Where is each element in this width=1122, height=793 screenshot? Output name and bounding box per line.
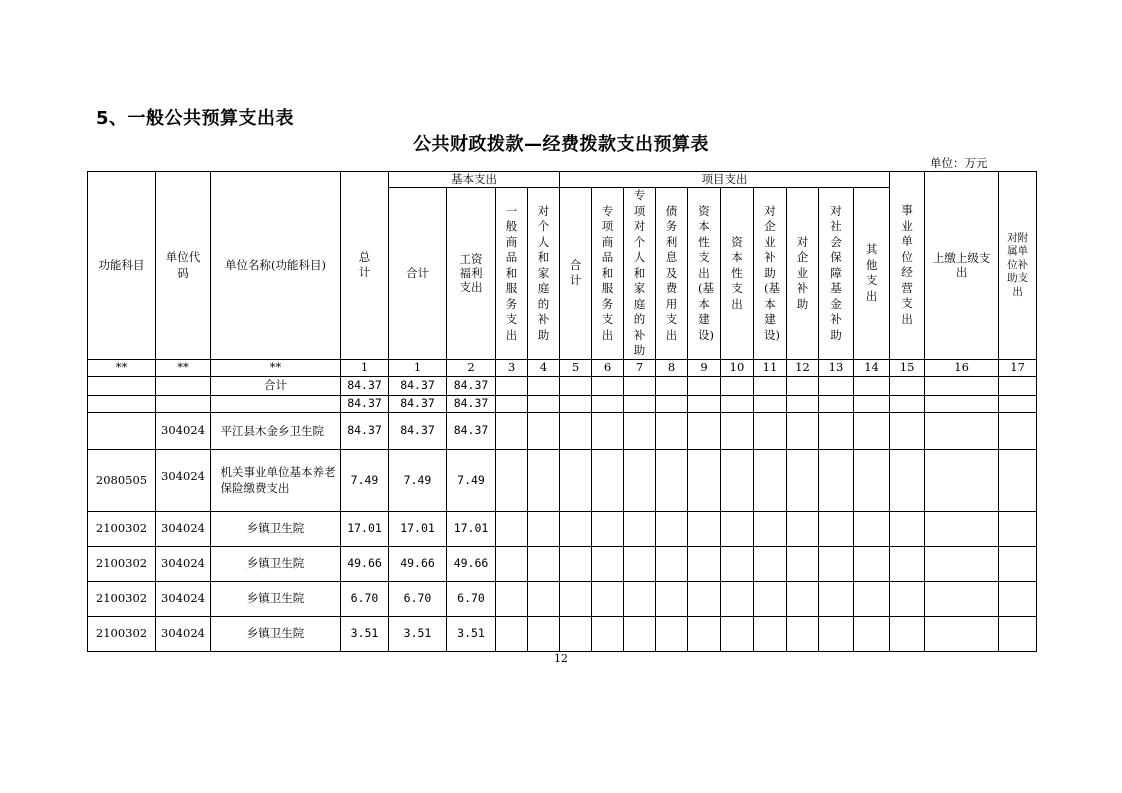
empty-cell <box>592 395 624 412</box>
header-social-security <box>819 188 854 360</box>
table-row <box>88 412 1037 449</box>
empty-cell <box>560 616 592 651</box>
index-row <box>88 359 1037 376</box>
empty-cell <box>999 546 1037 581</box>
header-basic-total: 合计 <box>389 188 447 360</box>
header-personal-subsidy-text: 对个人和家庭的补助 <box>537 203 550 342</box>
basic-total-cell: 49.66 <box>389 546 447 581</box>
empty-cell <box>819 449 854 511</box>
empty-cell <box>890 616 925 651</box>
empty-cell <box>592 511 624 546</box>
empty-cell <box>560 511 592 546</box>
empty-cell <box>925 449 999 511</box>
empty-cell <box>496 395 528 412</box>
empty-cell <box>925 511 999 546</box>
empty-cell <box>688 449 721 511</box>
section-heading: 5、一般公共预算支出表 <box>96 108 295 129</box>
empty-cell <box>721 395 754 412</box>
func-cell: 2100302 <box>88 581 156 616</box>
empty-cell <box>528 449 560 511</box>
index-cell: 14 <box>854 359 890 376</box>
empty-cell <box>688 581 721 616</box>
index-cell: 6 <box>592 359 624 376</box>
header-project-group: 项目支出 <box>560 172 890 188</box>
header-debt-interest <box>656 188 688 360</box>
header-func-subject: 功能科目 <box>88 172 156 360</box>
empty-cell <box>688 616 721 651</box>
empty-cell <box>854 616 890 651</box>
header-enterprise <box>787 188 819 360</box>
code-cell: 304024 <box>156 616 211 651</box>
header-goods-services-text: 一般商品和服务支出 <box>505 203 518 342</box>
index-cell: 11 <box>754 359 787 376</box>
empty-cell <box>721 616 754 651</box>
empty-cell <box>890 546 925 581</box>
basic-total-cell: 3.51 <box>389 616 447 651</box>
func-cell: 2100302 <box>88 511 156 546</box>
basic-total-cell: 6.70 <box>389 581 447 616</box>
empty-cell <box>787 449 819 511</box>
table-row <box>88 616 1037 651</box>
empty-cell <box>688 546 721 581</box>
empty-cell <box>754 449 787 511</box>
empty-cell <box>854 546 890 581</box>
header-special-goods-text: 专项商品和服务支出 <box>601 203 614 342</box>
header-upper-payment <box>925 172 999 360</box>
empty-cell <box>999 395 1037 412</box>
index-cell: 17 <box>999 359 1037 376</box>
name-cell: 乡镇卫生院 <box>211 511 341 546</box>
header-social-security-text: 对社会保障基金补助 <box>830 203 842 342</box>
empty-cell <box>656 449 688 511</box>
salary-cell: 3.51 <box>447 616 496 651</box>
index-cell: 16 <box>925 359 999 376</box>
table-row <box>88 376 1037 395</box>
total-cell: 84.37 <box>341 412 389 449</box>
empty-cell <box>528 616 560 651</box>
empty-cell <box>854 376 890 395</box>
salary-cell: 49.66 <box>447 546 496 581</box>
header-unit-code <box>156 172 211 360</box>
empty-cell <box>592 546 624 581</box>
header-salary <box>447 188 496 360</box>
index-cell: 1 <box>389 359 447 376</box>
empty-cell <box>999 449 1037 511</box>
header-salary-text: 工资福利支出 <box>459 251 483 294</box>
header-unit-name: 单位名称(功能科目) <box>211 172 341 360</box>
name-cell-text: 平江县木金乡卫生院 <box>220 423 324 438</box>
empty-cell <box>999 616 1037 651</box>
empty-cell <box>754 395 787 412</box>
index-cell: 7 <box>624 359 656 376</box>
empty-cell <box>624 395 656 412</box>
empty-cell <box>819 376 854 395</box>
empty-cell <box>787 581 819 616</box>
index-cell: ** <box>211 359 341 376</box>
salary-cell: 17.01 <box>447 511 496 546</box>
empty-cell <box>787 395 819 412</box>
func-cell <box>88 376 156 395</box>
header-enterprise-construction <box>754 188 787 360</box>
empty-cell <box>890 376 925 395</box>
empty-cell <box>754 616 787 651</box>
empty-cell <box>656 395 688 412</box>
table-row <box>88 395 1037 412</box>
empty-cell <box>787 511 819 546</box>
empty-cell <box>721 581 754 616</box>
index-cell: 10 <box>721 359 754 376</box>
header-special-goods <box>592 188 624 360</box>
header-capital-construction-text: 资本性支出(基本建设) <box>698 203 714 342</box>
empty-cell <box>854 511 890 546</box>
empty-cell <box>819 616 854 651</box>
salary-cell: 7.49 <box>447 449 496 511</box>
func-cell: 2080505 <box>88 449 156 511</box>
empty-cell <box>624 546 656 581</box>
empty-cell <box>624 616 656 651</box>
empty-cell <box>560 546 592 581</box>
total-cell: 7.49 <box>341 449 389 511</box>
empty-cell <box>592 616 624 651</box>
header-capital-construction <box>688 188 721 360</box>
name-cell-text: 机关事业单位基本养老保险缴费支出 <box>220 465 336 495</box>
empty-cell <box>890 395 925 412</box>
page-number: 12 <box>554 652 568 665</box>
empty-cell <box>496 546 528 581</box>
header-unit-code-text: 单位代码 <box>165 250 201 281</box>
empty-cell <box>721 376 754 395</box>
header-total <box>341 172 389 360</box>
empty-cell <box>754 546 787 581</box>
name-cell: 乡镇卫生院 <box>211 581 341 616</box>
empty-cell <box>721 546 754 581</box>
header-other <box>854 188 890 360</box>
empty-cell <box>656 412 688 449</box>
budget-table <box>87 171 1037 652</box>
empty-cell <box>925 376 999 395</box>
empty-cell <box>787 412 819 449</box>
empty-cell <box>688 376 721 395</box>
empty-cell <box>656 546 688 581</box>
empty-cell <box>787 546 819 581</box>
empty-cell <box>925 616 999 651</box>
empty-cell <box>819 511 854 546</box>
name-cell <box>211 449 341 511</box>
table-title: 公共财政拨款—经费拨款支出预算表 <box>413 134 709 155</box>
header-subsidiary-subsidy <box>999 172 1037 360</box>
basic-total-cell: 84.37 <box>389 395 447 412</box>
empty-cell <box>999 412 1037 449</box>
empty-cell <box>496 376 528 395</box>
index-cell: 4 <box>528 359 560 376</box>
empty-cell <box>754 376 787 395</box>
index-cell: 13 <box>819 359 854 376</box>
empty-cell <box>787 376 819 395</box>
index-cell: 12 <box>787 359 819 376</box>
empty-cell <box>925 412 999 449</box>
salary-cell: 84.37 <box>447 376 496 395</box>
header-goods-services <box>496 188 528 360</box>
empty-cell <box>656 616 688 651</box>
index-cell: ** <box>156 359 211 376</box>
empty-cell <box>560 395 592 412</box>
empty-cell <box>819 412 854 449</box>
header-business-expense <box>890 172 925 360</box>
empty-cell <box>754 412 787 449</box>
empty-cell <box>890 581 925 616</box>
basic-total-cell: 7.49 <box>389 449 447 511</box>
code-cell <box>156 395 211 412</box>
header-basic-group: 基本支出 <box>389 172 560 188</box>
empty-cell <box>999 581 1037 616</box>
index-cell: 15 <box>890 359 925 376</box>
empty-cell <box>592 449 624 511</box>
empty-cell <box>624 581 656 616</box>
total-cell: 84.37 <box>341 376 389 395</box>
empty-cell <box>656 376 688 395</box>
total-cell: 3.51 <box>341 616 389 651</box>
header-enterprise-text: 对企业补助 <box>796 234 809 311</box>
total-cell: 6.70 <box>341 581 389 616</box>
code-cell: 304024 <box>156 449 211 511</box>
index-cell: 9 <box>688 359 721 376</box>
empty-cell <box>624 449 656 511</box>
header-business-expense-text: 事业单位经营支出 <box>901 203 913 326</box>
index-cell: 5 <box>560 359 592 376</box>
empty-cell <box>560 376 592 395</box>
empty-cell <box>560 412 592 449</box>
empty-cell <box>624 376 656 395</box>
basic-total-cell: 17.01 <box>389 511 447 546</box>
header-row-groups <box>88 172 1037 188</box>
header-special-personal-text: 专项对个人和家庭的补助 <box>633 188 646 357</box>
empty-cell <box>688 412 721 449</box>
table-row <box>88 581 1037 616</box>
empty-cell <box>592 412 624 449</box>
empty-cell <box>819 546 854 581</box>
empty-cell <box>656 581 688 616</box>
empty-cell <box>528 395 560 412</box>
table-row <box>88 449 1037 511</box>
name-cell <box>211 412 341 449</box>
table-row <box>88 546 1037 581</box>
header-capital <box>721 188 754 360</box>
code-cell: 304024 <box>156 511 211 546</box>
header-personal-subsidy <box>528 188 560 360</box>
empty-cell <box>496 511 528 546</box>
index-cell: 1 <box>341 359 389 376</box>
name-cell: 合计 <box>211 376 341 395</box>
func-cell: 2100302 <box>88 546 156 581</box>
index-cell: 2 <box>447 359 496 376</box>
total-cell: 49.66 <box>341 546 389 581</box>
empty-cell <box>528 581 560 616</box>
total-cell: 84.37 <box>341 395 389 412</box>
empty-cell <box>854 449 890 511</box>
empty-cell <box>624 412 656 449</box>
header-debt-interest-text: 债务利息及费用支出 <box>665 203 678 342</box>
name-cell: 乡镇卫生院 <box>211 546 341 581</box>
empty-cell <box>528 511 560 546</box>
salary-cell: 84.37 <box>447 412 496 449</box>
empty-cell <box>854 581 890 616</box>
empty-cell <box>925 546 999 581</box>
empty-cell <box>819 581 854 616</box>
empty-cell <box>528 412 560 449</box>
empty-cell <box>854 412 890 449</box>
empty-cell <box>592 376 624 395</box>
index-cell: ** <box>88 359 156 376</box>
empty-cell <box>890 412 925 449</box>
empty-cell <box>560 449 592 511</box>
empty-cell <box>624 511 656 546</box>
empty-cell <box>496 581 528 616</box>
header-upper-payment-text: 上缴上级支出 <box>932 250 991 279</box>
func-cell <box>88 395 156 412</box>
index-cell: 3 <box>496 359 528 376</box>
code-cell: 304024 <box>156 546 211 581</box>
empty-cell <box>688 511 721 546</box>
empty-cell <box>787 616 819 651</box>
salary-cell: 6.70 <box>447 581 496 616</box>
func-cell: 2100302 <box>88 616 156 651</box>
empty-cell <box>890 449 925 511</box>
empty-cell <box>496 616 528 651</box>
header-project-total <box>560 188 592 360</box>
table-row <box>88 511 1037 546</box>
basic-total-cell: 84.37 <box>389 412 447 449</box>
empty-cell <box>688 395 721 412</box>
basic-total-cell: 84.37 <box>389 376 447 395</box>
index-cell: 8 <box>656 359 688 376</box>
salary-cell: 84.37 <box>447 395 496 412</box>
total-cell: 17.01 <box>341 511 389 546</box>
header-total-text: 总计 <box>358 249 371 280</box>
empty-cell <box>819 395 854 412</box>
empty-cell <box>999 376 1037 395</box>
name-cell <box>211 395 341 412</box>
empty-cell <box>560 581 592 616</box>
header-project-total-text: 合计 <box>569 257 582 288</box>
header-other-text: 其他支出 <box>865 242 878 303</box>
code-cell <box>156 376 211 395</box>
empty-cell <box>721 449 754 511</box>
empty-cell <box>925 581 999 616</box>
empty-cell <box>721 412 754 449</box>
unit-label: 单位：万元 <box>930 156 988 170</box>
empty-cell <box>528 376 560 395</box>
empty-cell <box>656 511 688 546</box>
header-special-personal <box>624 188 656 360</box>
empty-cell <box>925 395 999 412</box>
name-cell: 乡镇卫生院 <box>211 616 341 651</box>
empty-cell <box>496 412 528 449</box>
empty-cell <box>854 395 890 412</box>
empty-cell <box>496 449 528 511</box>
func-cell <box>88 412 156 449</box>
empty-cell <box>592 581 624 616</box>
empty-cell <box>754 581 787 616</box>
empty-cell <box>890 511 925 546</box>
code-cell: 304024 <box>156 412 211 449</box>
empty-cell <box>754 511 787 546</box>
header-subsidiary-subsidy-text: 对附属单位补助支出 <box>1007 231 1029 298</box>
header-capital-text: 资本性支出 <box>731 234 743 311</box>
empty-cell <box>721 511 754 546</box>
code-cell: 304024 <box>156 581 211 616</box>
header-enterprise-construction-text: 对企业补助(基本建设) <box>764 203 780 342</box>
empty-cell <box>999 511 1037 546</box>
empty-cell <box>528 546 560 581</box>
